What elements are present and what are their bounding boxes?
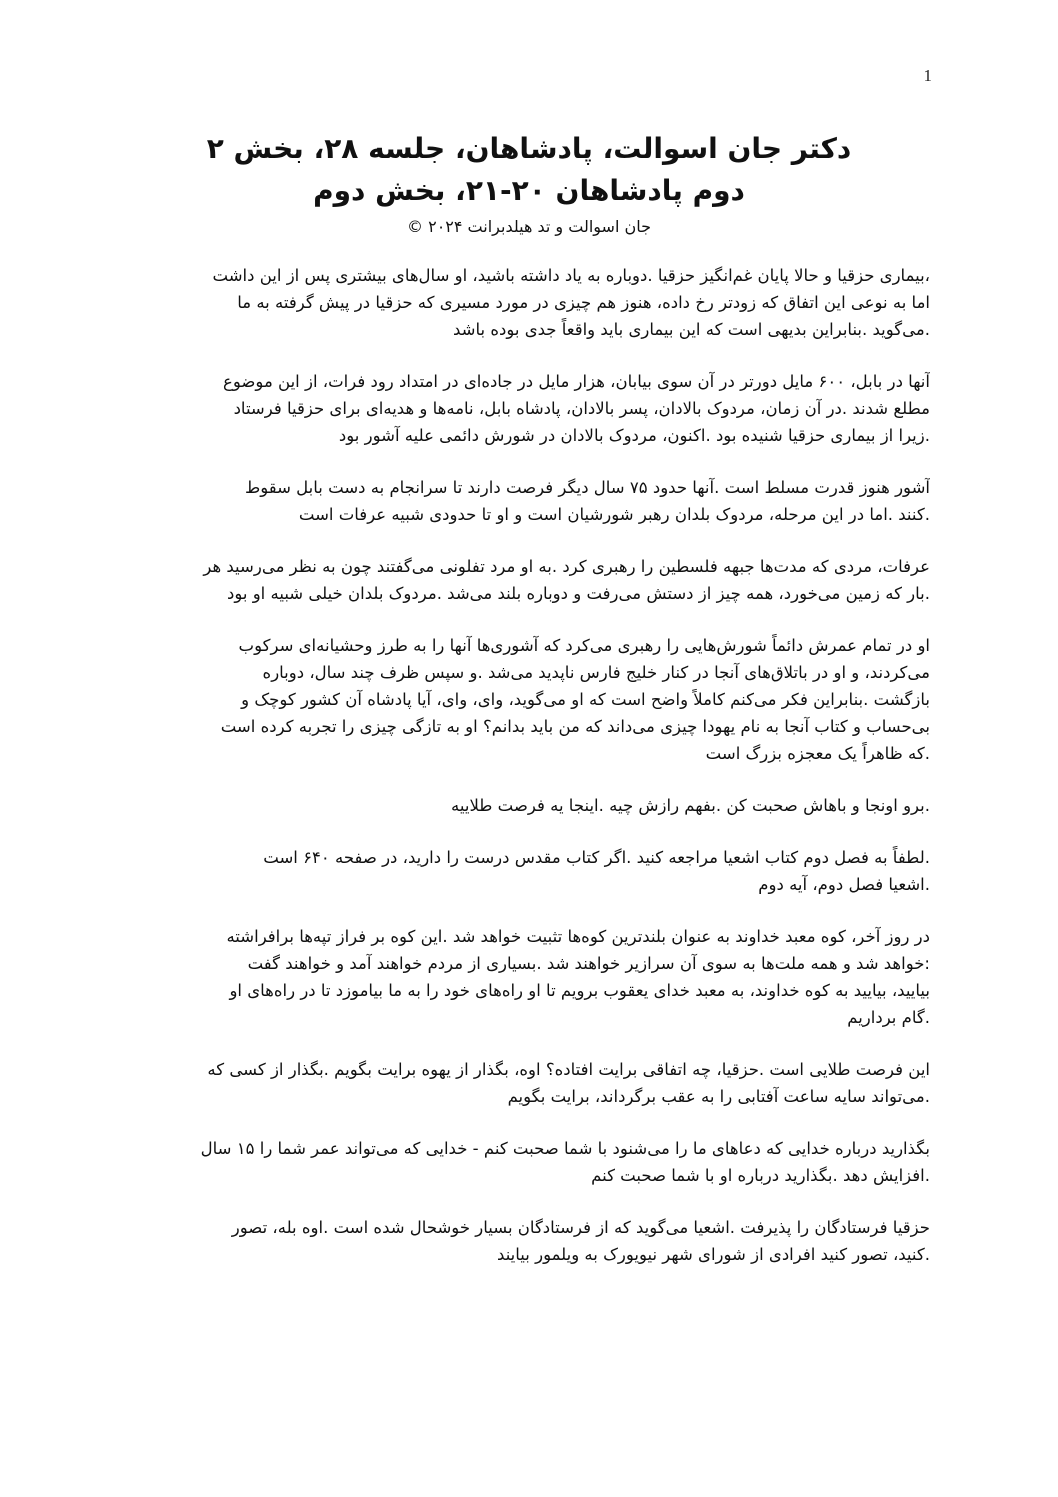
- text-line: .کنند .اما در این مرحله، مردوک بلدان رهبر شورشیان است و او تا حدودی شبیه عرفات است: [298, 505, 930, 524]
- text-line: بگذارید درباره خدایی که دعاهای ما را می‌شنود با شما صحبت کنم - خدایی که می‌تواند عمر شما را ۱۵ سال: [200, 1139, 930, 1158]
- text-line: مطلع شدند .در آن زمان، مردوک بالادان، پسر بالادان، پادشاه بابل، نامه‌ها و هدیه‌ای برای حزقیا فرستاد: [233, 399, 930, 418]
- paragraph-2: [128, 368, 930, 449]
- text-line: می‌کردند، و او در باتلاق‌های آنجا در کنار خلیج فارس ناپدید می‌شد .و سپس ظرف چند سال، دوباره: [262, 663, 930, 682]
- document-header: [128, 128, 930, 240]
- text-line: در روز آخر، کوه معبد خداوند به عنوان بلندترین کوه‌ها تثبیت خواهد شد .این کوه بر فراز تپه‌ها برافراشته: [226, 927, 930, 946]
- paragraph-11: [128, 1214, 930, 1268]
- paragraph-1: [128, 262, 930, 343]
- text-line: حزقیا فرستادگان را پذیرفت .اشعیا می‌گوید که از فرستادگان بسیار خوشحال شده است .اوه بله، تصور: [231, 1218, 930, 1237]
- paragraph-3: [128, 474, 930, 528]
- text-line: آشور هنوز قدرت مسلط است .آنها حدود ۷۵ سال دیگر فرصت دارند تا سرانجام به دست بابل سقوط: [244, 478, 930, 497]
- text-line: این فرصت طلایی است .حزقیا، چه اتفاقی برایت افتاده؟ اوه، بگذار از یهوه برایت بگویم .بگذار از کسی که: [207, 1060, 930, 1079]
- text-line: .افزایش دهد .بگذارید درباره او با شما صحبت کنم: [591, 1166, 930, 1185]
- document-body: [128, 262, 930, 1293]
- paragraph-8: [128, 923, 930, 1031]
- paragraph-5: [128, 632, 930, 767]
- text-line: .می‌تواند سایه ساعت آفتابی را به عقب برگرداند، برایت بگویم: [507, 1087, 930, 1106]
- text-line: بیایید، بیایید به کوه خداوند، به معبد خدای یعقوب برویم تا او راه‌های خود را به ما بیاموزد تا در راه‌های او: [229, 981, 930, 1000]
- paragraph-9: [128, 1056, 930, 1110]
- text-line: :خواهد شد و همه ملت‌ها به سوی آن سرازیر خواهند شد .بسیاری از مردم خواهند آمد و خواهند گفت: [247, 954, 930, 973]
- paragraph-10: [128, 1135, 930, 1189]
- title-line-2: دوم پادشاهان ۲۰-۲۱، بخش دوم: [313, 174, 745, 207]
- text-line: .برو اونجا و باهاش صحبت کن .بفهم رازش چیه .اینجا یه فرصت طلاییه: [451, 796, 930, 815]
- text-line: اما به نوعی این اتفاق که زودتر رخ داده، هنوز هم چیزی در مورد مسیری که حزقیا در پیش گرفته به ما: [237, 293, 930, 312]
- text-line: بی‌حساب و کتاب آنجا به نام یهودا چیزی می‌داند که من باید بدانم؟ او به تازگی چیزی را تجربه کرده است: [220, 717, 930, 736]
- text-line: ،بیماری حزقیا و حالا پایان غم‌انگیز حزقیا .دوباره به یاد داشته باشید، او سال‌های بیشتری پس از این داشت: [212, 266, 930, 285]
- text-line: .بار که زمین می‌خورد، همه چیز از دستش می‌رفت و دوباره بلند می‌شد .مردوک بلدان خیلی شبیه او بود: [226, 584, 930, 603]
- title-line-1: دکتر جان اسوالت، پادشاهان، جلسه ۲۸، بخش ۲: [206, 132, 852, 165]
- paragraph-4: [128, 553, 930, 607]
- paragraph-7: [128, 844, 930, 898]
- paragraph-6: [128, 792, 930, 819]
- text-line: .کنید، تصور کنید افرادی از شورای شهر نیویورک به ویلمور بیایند: [497, 1245, 930, 1264]
- copyright-line: جان اسوالت و تد هیلدبرانت ۲۰۲۴ ©: [407, 217, 651, 236]
- text-line: بازگشت .بنابراین فکر می‌کنم کاملاً واضح است که او می‌گوید، وای، وای، آیا پادشاه آن کشور کوچک و: [241, 690, 930, 709]
- text-line: او در تمام عمرش دائماً شورش‌هایی را رهبری می‌کرد که آشوری‌ها آنها را به طرز وحشیانه‌ای سرکوب: [238, 636, 930, 655]
- text-line: .گام برداریم: [847, 1008, 930, 1027]
- text-line: .اشعیا فصل دوم، آیه دوم: [758, 875, 930, 894]
- text-line: .می‌گوید .بنابراین بدیهی است که این بیماری باید واقعاً جدی بوده باشد: [452, 320, 930, 339]
- text-line: عرفات، مردی که مدت‌ها جبهه فلسطین را رهبری کرد .به او مرد تفلونی می‌گفتند چون به نظر می‌رسید هر: [203, 557, 930, 576]
- page-number: 1: [923, 66, 932, 85]
- text-line: .که ظاهراً یک معجزه بزرگ است: [705, 744, 930, 763]
- text-line: .لطفاً به فصل دوم کتاب اشعیا مراجعه کنید .اگر کتاب مقدس درست را دارید، در صفحه ۶۴۰ است: [263, 848, 930, 867]
- text-line: آنها در بابل، ۶۰۰ مایل دورتر در آن سوی بیابان، هزار مایل در جاده‌ای در امتداد رود فرات، از این موضوع: [223, 372, 930, 391]
- text-line: .زیرا از بیماری حزقیا شنیده بود .اکنون، مردوک بالادان در شورش دائمی علیه آشور بود: [338, 426, 930, 445]
